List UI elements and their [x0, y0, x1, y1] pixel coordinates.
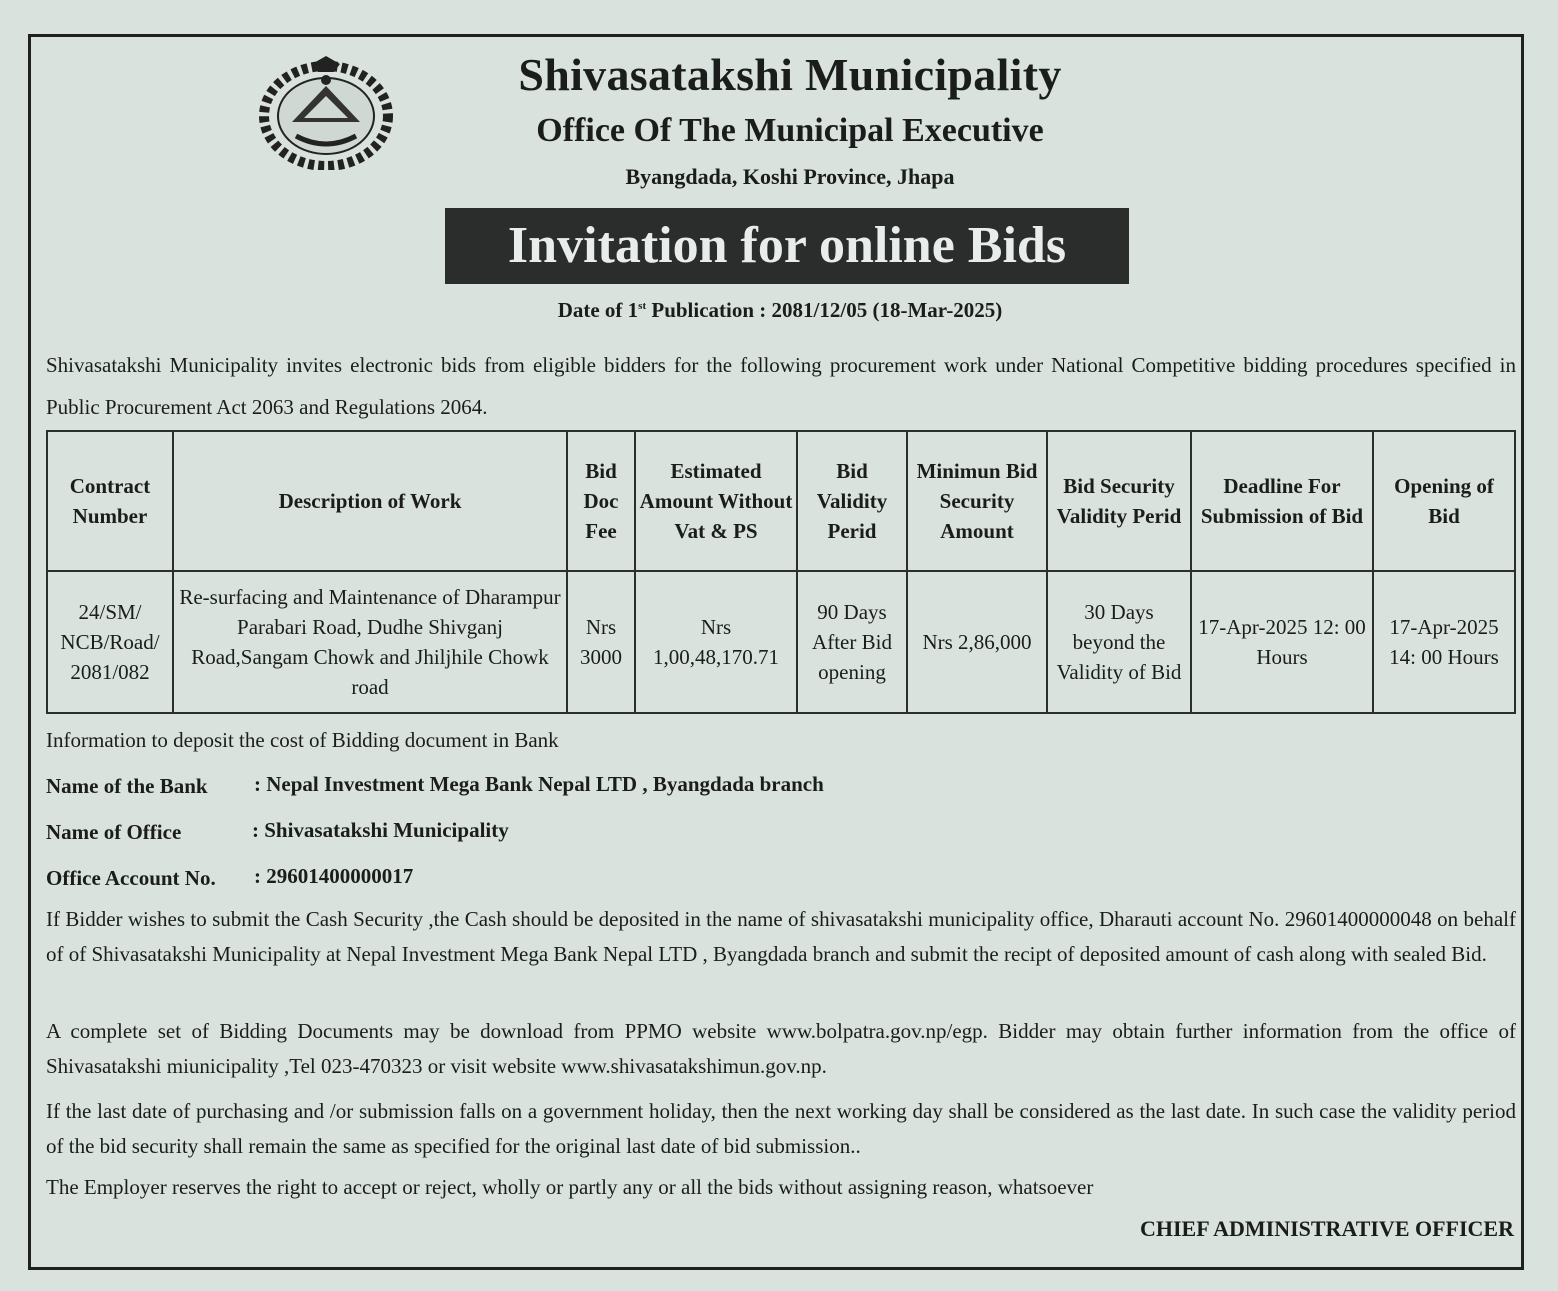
- office-name-row: [46, 820, 181, 845]
- table-row: [47, 571, 1515, 713]
- office-title: Office Of The Municipal Executive: [536, 112, 1044, 149]
- cash-security-paragraph: If Bidder wishes to submit the Cash Security ,the Cash should be deposited in the name of shivasatakshi municipality office, Dharauti account No. 29601400000048 on behalf of of Shivasatakshi Municipality at Nepal Investment Mega Bank Nepal LTD , Byangdada branch and submit the recipt of deposited amount of cash along with sealed Bid.: [46, 907, 1516, 966]
- table-header-row: [47, 431, 1515, 571]
- account-label: Office Account No.: [46, 866, 216, 890]
- cell-security-validity: 30 Days beyond the Validity of Bid: [1047, 571, 1191, 713]
- cell-deadline: 17-Apr-2025 12: 00 Hours: [1191, 571, 1373, 713]
- cell-description: Re-surfacing and Maintenance of Dharampur Parabari Road, Dudhe Shivganj Road,Sangam Chowk and Jhiljhile Chowk road: [173, 571, 567, 713]
- nepal-emblem-icon: [256, 52, 396, 170]
- bid-table: [46, 430, 1516, 714]
- cell-security-amount: Nrs 2,86,000: [907, 571, 1047, 713]
- bank-name-value: : Nepal Investment Mega Bank Nepal LTD , Byangdada branch: [254, 772, 824, 796]
- intro-paragraph: Shivasatakshi Municipality invites electronic bids from eligible bidders for the following procurement work under National Competitive bidding procedures specified in Public Procurement Act 2063 and Regulations 2064.: [46, 353, 1516, 419]
- account-value: : 29601400000017: [254, 864, 414, 888]
- bank-name-row: [46, 774, 208, 799]
- holiday-paragraph: If the last date of purchasing and /or submission falls on a government holiday, then the next working day shall be considered as the last date. In such case the validity period of the bid security shall remain the same as specified for the original last date of bid submission..: [46, 1099, 1516, 1158]
- invitation-banner: Invitation for online Bids: [445, 208, 1129, 284]
- cell-contract: 24/SM/ NCB/Road/ 2081/082: [47, 571, 173, 713]
- col-header-description: Description of Work: [173, 431, 567, 571]
- cell-opening: 17-Apr-2025 14: 00 Hours: [1373, 571, 1515, 713]
- account-row: [46, 866, 216, 891]
- office-address: Byangdada, Koshi Province, Jhapa: [625, 164, 955, 189]
- bank-name-label: Name of the Bank: [46, 774, 208, 798]
- rights-paragraph: The Employer reserves the right to accept or reject, wholly or partly any or all the bids without assigning reason, whatsoever: [46, 1175, 1094, 1199]
- col-header-security-validity: Bid Security Validity Perid: [1047, 431, 1191, 571]
- download-paragraph: A complete set of Bidding Documents may be download from PPMO website www.bolpatra.gov.np/egp. Bidder may obtain further information from the office of Shivasatakshi miunicipality ,Tel 023-470323 or visit website www.shivasatakshimun.gov.np.: [46, 1019, 1516, 1078]
- cell-estimate: Nrs 1,00,48,170.71: [635, 571, 797, 713]
- office-name-label: Name of Office: [46, 820, 182, 844]
- col-header-estimate: Estimated Amount Without Vat & PS: [635, 431, 797, 571]
- office-name-value: : Shivasatakshi Municipality: [252, 818, 509, 842]
- col-header-deadline: Deadline For Submission of Bid: [1191, 431, 1373, 571]
- cell-fee: Nrs 3000: [567, 571, 635, 713]
- col-header-opening: Opening of Bid: [1373, 431, 1515, 571]
- publication-date: Date of 1st Publication : 2081/12/05 (18-Mar-2025): [557, 298, 1003, 322]
- cell-validity: 90 Days After Bid opening: [797, 571, 907, 713]
- col-header-contract: Contract Number: [47, 431, 173, 571]
- col-header-fee: Bid Doc Fee: [567, 431, 635, 571]
- signature-title: CHIEF ADMINISTRATIVE OFFICER: [1139, 1216, 1514, 1241]
- bank-info-intro: Information to deposit the cost of Bidding document in Bank: [46, 728, 559, 752]
- col-header-validity: Bid Validity Perid: [797, 431, 907, 571]
- municipality-title: Shivasatakshi Municipality: [518, 49, 1062, 100]
- col-header-security-amount: Minimun Bid Security Amount: [907, 431, 1047, 571]
